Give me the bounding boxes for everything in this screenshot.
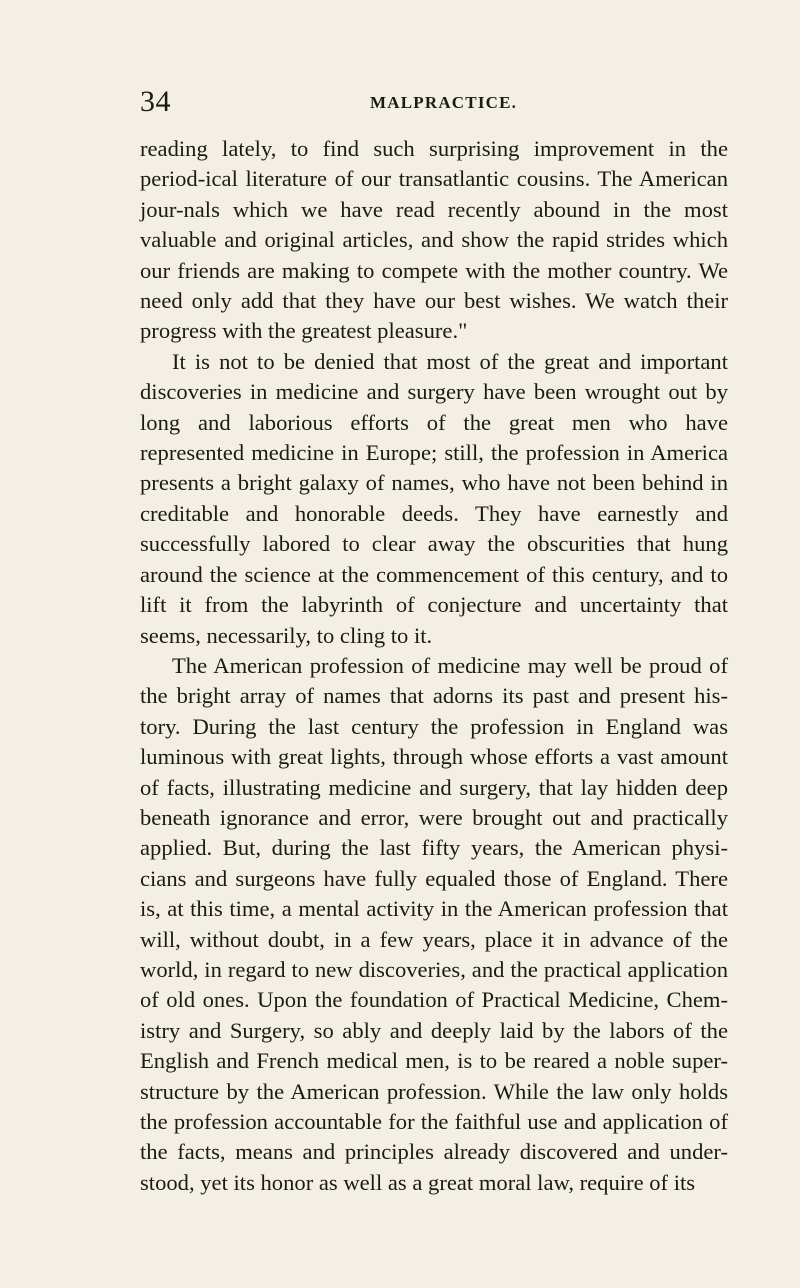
running-title: MALPRACTICE. bbox=[370, 93, 518, 112]
body-text bbox=[140, 134, 728, 1198]
paragraph-continued: reading lately, to find such surprising improvement in the period-ical literature of our transatlantic cousins. The American jour-nals which we have read recently abound in the most valuable and original articles, and show the rapid strides which our friends are making to compete with the mother country. We need only add that they have our best wishes. We watch their progress with the greatest pleasure." bbox=[140, 136, 728, 344]
paragraph-discoveries: It is not to be denied that most of the great and important discoveries in medicine and surgery have been wrought out by long and laborious efforts of the great men who have represented medicine in Europe; still, the profession in America presents a bright galaxy of names, who have not been behind in creditable and honorable deeds. They have earnestly and successfully labored to clear away the obscurities that hung around the science at the commencement of this century, and to lift it from the labyrinth of conjecture and uncertainty that seems, necessarily, to cling to it. bbox=[140, 348, 728, 648]
running-head bbox=[140, 84, 720, 120]
page-number: 34 bbox=[140, 85, 171, 118]
paragraph-american-profession: The American profession of medicine may well be proud of the bright array of names that adorns its past and present his-tory. During the last century the profession in England was luminous with great lights, through whose efforts a vast amount of facts, illustrating medicine and surgery, that lay hidden deep beneath ignorance and error, were brought out and practically applied. But, during the last fifty years, the American physi-cians and surgeons have fully equaled those of England. There is, at this time, a mental activity in the American profession that will, without doubt, in a few years, place it in advance of the world, in regard to new discoveries, and the practical application of old ones. Upon the foundation of Practical Medicine, Chem-istry and Surgery, so ably and deeply laid by the labors of the English and French medical men, is to be reared a noble super-structure by the American profession. While the law only holds the profession accountable for the faithful use and application of the facts, means and principles already discovered and under-stood, yet its honor as well as a great moral law, require of its bbox=[140, 652, 728, 1195]
